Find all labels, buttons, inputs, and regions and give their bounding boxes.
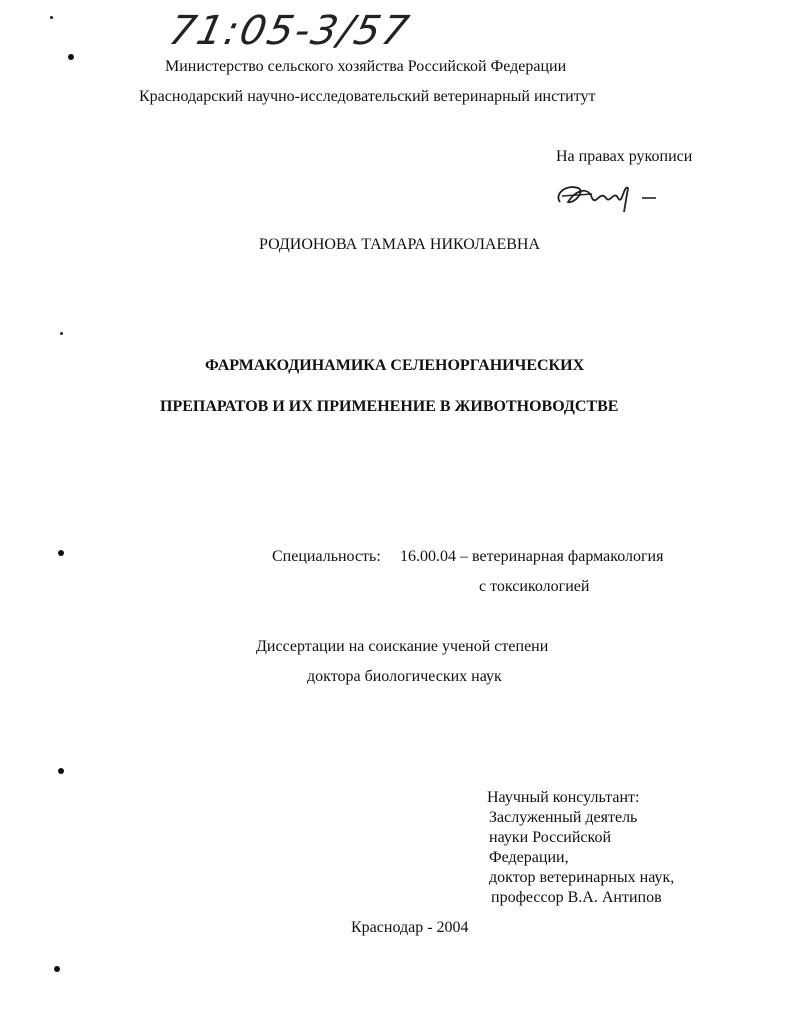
title-line-1: ФАРМАКОДИНАМИКА СЕЛЕНОРГАНИЧЕСКИХ — [205, 357, 585, 374]
degree-line-2: доктора биологических наук — [307, 668, 502, 685]
title-line-2: ПРЕПАРАТОВ И ИХ ПРИМЕНЕНИЕ В ЖИВОТНОВОДСТВЕ — [160, 398, 619, 415]
institute-line: Краснодарский научно-исследовательский ветеринарный институт — [139, 88, 596, 105]
binding-dot — [58, 550, 64, 556]
signature — [552, 176, 662, 222]
archive-number: 71:05-3/57 — [165, 8, 415, 54]
binding-dot — [54, 966, 60, 972]
consultant-line-3: Федерации, — [489, 849, 569, 866]
consultant-label: Научный консультант: — [487, 789, 640, 806]
specialty-value-line-1: 16.00.04 – ветеринарная фармакология — [400, 548, 664, 565]
scan-speck — [60, 332, 63, 335]
specialty-value-line-2: с токсикологией — [479, 578, 590, 595]
city-year: Краснодар - 2004 — [351, 919, 469, 936]
binding-dot — [68, 54, 74, 60]
consultant-line-4: доктор ветеринарных наук, — [489, 869, 675, 886]
degree-line-1: Диссертации на соискание ученой степени — [256, 638, 549, 655]
binding-dot — [58, 768, 64, 774]
author-name: РОДИОНОВА ТАМАРА НИКОЛАЕВНА — [259, 236, 541, 253]
specialty-label: Специальность: — [272, 548, 381, 565]
consultant-line-5: профессор В.А. Антипов — [491, 889, 662, 906]
scan-speck — [50, 16, 53, 19]
consultant-line-1: Заслуженный деятель — [489, 809, 638, 826]
consultant-line-2: науки Российской — [489, 829, 612, 846]
ministry-line: Министерство сельского хозяйства Российской Федерации — [165, 58, 567, 75]
manuscript-rights: На правах рукописи — [556, 148, 693, 165]
